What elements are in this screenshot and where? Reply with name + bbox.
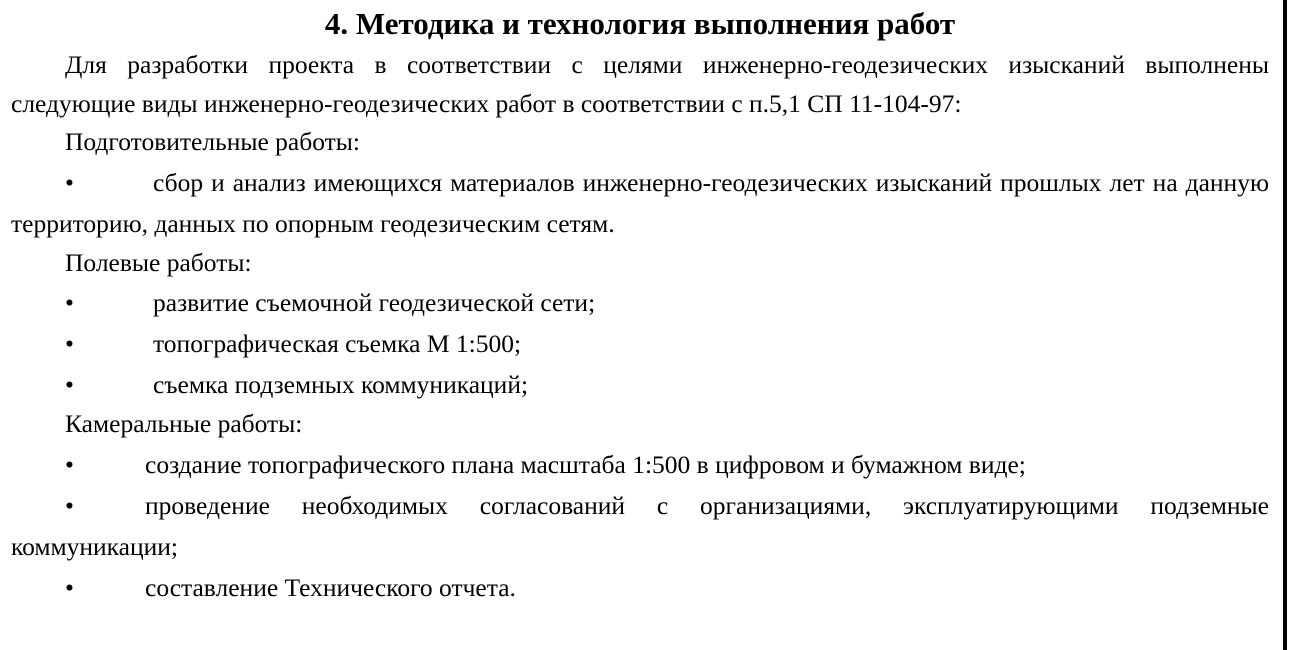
intro-paragraph: Для разработки проекта в соответствии с целями инженерно-геодезических изысканий выполнены следующие виды инженерно-геодезических работ в соответствии с п.5,1 СП 11-104-97: <box>11 50 1269 118</box>
list-item <box>11 162 1269 244</box>
list-item-text: съемка подземных коммуникаций; <box>153 370 529 399</box>
page-border-right <box>1283 0 1287 650</box>
section-heading-preparatory: Подготовительные работы: <box>65 127 360 156</box>
list-item <box>11 323 1269 364</box>
document-content <box>11 0 1269 608</box>
section-heading-office: Камеральные работы: <box>65 409 303 438</box>
list-item <box>11 485 1269 567</box>
bullet-icon: • <box>65 329 74 358</box>
bullet-icon: • <box>65 490 74 520</box>
list-item-text: составление Технического отчета. <box>145 572 516 602</box>
section-heading-field: Полевые работы: <box>65 247 252 277</box>
list-item <box>11 364 1269 405</box>
list-item-text: создание топографического плана масштаба 1:500 в цифровом и бумажном виде; <box>145 449 1026 479</box>
list-item-text: развитие съемочной геодезической сети; <box>153 288 596 317</box>
list-item <box>11 282 1269 323</box>
bullet-icon: • <box>65 370 74 399</box>
bullet-icon: • <box>65 449 74 479</box>
list-item-text: проведение необходимых согласований с организациями, эксплуатирующими подземные коммуникации; <box>11 490 1269 561</box>
bullet-icon: • <box>65 572 74 602</box>
list-item-text: топографическая съемка М 1:500; <box>153 329 522 358</box>
list-item <box>11 567 1269 608</box>
bullet-icon: • <box>65 288 74 317</box>
bullet-icon: • <box>65 167 74 197</box>
list-item-text: сбор и анализ имеющихся материалов инженерно-геодезических изысканий прошлых лет на данную территорию, данных по опорным геодезическим сетям. <box>11 167 1269 238</box>
list-item <box>11 444 1269 485</box>
section-title: 4. Методика и технология выполнения работ <box>324 6 956 41</box>
